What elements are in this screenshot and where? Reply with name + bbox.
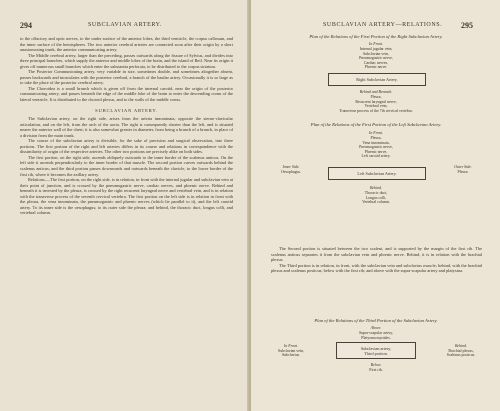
list-item: Supra-scapular artery,: [358, 331, 394, 335]
plan-side-inner: [266, 165, 316, 174]
artery-box: Right Subclavian Artery.: [328, 73, 426, 86]
list-item: Subclavius.: [281, 353, 301, 358]
plan-label: Inner Side.: [282, 165, 300, 169]
list-item: Brachial plexus,: [448, 348, 474, 353]
page-number: 295: [461, 21, 473, 30]
list-item: Pleura.: [457, 169, 469, 174]
list-item: Subclavian vein,: [363, 51, 389, 56]
list-item: Vena innominata,: [362, 140, 390, 145]
paragraph: The course of the subclavian artery is divisible, for the sake of precision and surgical observation, into three portions. The first portion of the right and left arteries differs in its course and relations in correspondence with the dissimilarity of origin of the respective arteries. The other two portions are precisely alike on both sides.: [20, 138, 233, 155]
plan-label: Outer Side.: [454, 165, 472, 169]
list-item: Oesophagus.: [281, 169, 301, 174]
right-page: [251, 0, 500, 411]
paragraph: to the olfactory and optic nerves, to the under surface of the anterior lobes, the third ventricle, the corpus callosum, and the inner surface of the hemispheres. The two anterior cerebral arteries are connected soon after their origin by a short anastomosing trunk, the anterior communicating artery.: [20, 36, 233, 53]
left-page: [0, 0, 249, 411]
section-title: SUBCLAVIAN ARTERY.: [95, 107, 158, 113]
plan-title: Plan of the Relations of the First Portion of the Right Subclavian Artery.: [309, 34, 443, 39]
paragraph: The Posterior Communicating artery, very variable in size, sometimes double, and sometimes altogether absent, passes backwards and inosculates with the posterior cerebral, a branch of the basilar artery. Occasionally it is so large as to take the place of the posterior cerebral artery.: [20, 69, 233, 86]
artery-box: [336, 342, 416, 359]
list-item: Vertebral column.: [362, 200, 390, 205]
plan-title: Plan of the Relations of the First Portion of the Left Subclavian Artery.: [310, 122, 442, 127]
paragraph: The Middle cerebral artery, larger than the preceding, passes outwards along the fissure of Sylvius, and divides into three principal branches, which supply the anterior and middle lobes of the brain, and the island of Reil. Near its origin it gives off numerous small branches which enter the substantia perforata, to be distributed to the corpus striatum.: [20, 52, 233, 69]
list-item: Phrenic nerve.: [364, 65, 388, 70]
plan-label: Behind.: [370, 186, 382, 190]
plan-list: [281, 95, 471, 113]
list-item: Pneumogastric nerve,: [359, 145, 393, 150]
paragraph: The first portion, on the right side, ascends obliquely outwards to the inner border of the scalenus anticus. On the left side it ascends perpendicularly to the inner border of that muscle. The second portion curves outwards behind the scalenus anticus; and the third portion passes downwards and outwards beneath the clavicle, to the lower border of the first rib, where it becomes the axillary artery.: [20, 154, 233, 177]
list-item: Pleura,: [370, 136, 382, 140]
paragraph: The Second portion is situated between the two scaleni, and is supported by the margin of the first rib. The scalenus anticus separates it from the subclavian vein and phrenic nerve. Behind, it is in relation with the brachial plexus.: [271, 246, 482, 263]
plan-list: [306, 331, 446, 340]
plan-list: [306, 191, 446, 205]
paragraph: Relations.—The first portion, on the right side, is in relation, in front with the internal jugular and subclavian vein at their point of junction, and is crossed by the pneumogastric nerve, cardiac nerves, and phrenic nerve. Behind and beneath it is invested by the pleura, is crossed by the right recurrent laryngeal nerve and vertebral vein, and is in relation with the transverse process of the seventh cervical vertebra. The first portion on the left side is in relation in front with the pleura, the vena innominata, the pneumogastric and phrenic nerves (which lie parallel to it), and the left carotid artery. To its inner side is the oesophagus; to its outer side the pleura; and behind, the thoracic duct, longus colli, and vertebral column.: [20, 177, 233, 216]
plan-label: In Front.: [369, 42, 383, 46]
list-item: Recurrent laryngeal nerve,: [355, 99, 397, 104]
paragraph: The Choroidea is a small branch which is given off from the internal carotid, near the origin of the posterior communicating artery, and passes beneath the edge of the middle lobe of the brain to enter the descending cornu of the lateral ventricle. It is distributed to the choroid plexus, and to the walls of the middle cornu.: [20, 85, 233, 103]
paragraph: The Subclavian artery, on the right side, arises from the arteria innominata, opposite the sterno-clavicular articulation, and on the left, from the arch of the aorta. The right is consequently shorter than the left, and is situated nearer the anterior wall of the chest; it is also somewhat greater in diameter, from being a branch of a branch, in place of a division from the main trunk.: [20, 116, 233, 138]
list-item: Phrenic nerve,: [364, 149, 388, 154]
list-item: Pneumogastric nerve,: [359, 56, 393, 61]
plan-side-behind: [431, 344, 491, 358]
page-number: 294: [20, 21, 32, 30]
list-item: Cardiac nerves,: [363, 60, 389, 65]
box-line: Subclavian artery,: [360, 346, 392, 351]
plan-list: [306, 47, 446, 70]
plan-label: In Front.: [284, 344, 298, 348]
plan-side-front: [261, 344, 321, 358]
plan-label: Above.: [370, 326, 382, 330]
running-head: SUBCLAVIAN ARTERY.: [88, 22, 162, 28]
plan-label: Below.: [370, 363, 382, 367]
plan-label: Behind and Beneath.: [359, 90, 393, 94]
running-head: SUBCLAVIAN ARTERY—RELATIONS.: [323, 22, 443, 28]
list-item: Scalenus posticus.: [446, 353, 476, 358]
plan-list: [306, 136, 446, 159]
list-item: Platysma myoides.: [361, 335, 391, 340]
plan-side-outer: [438, 165, 488, 174]
right-body-text: [271, 246, 482, 274]
list-item: Internal jugular vein,: [359, 47, 393, 51]
plan-title: Plan of the Relations of the Third Portion of the Subclavian Artery.: [314, 318, 438, 323]
list-item: Longus colli,: [365, 195, 387, 200]
list-item: First rib.: [369, 368, 383, 372]
artery-box: Left Subclavian Artery.: [328, 167, 426, 180]
list-item: Pleura,: [370, 95, 382, 99]
list-item: Vertebral vein,: [364, 104, 388, 109]
plan-label: In Front.: [369, 131, 383, 135]
list-item: Transverse process of the 7th cervical vertebra.: [339, 108, 413, 113]
list-item: Left carotid artery.: [361, 154, 391, 159]
paragraph: The Third portion is in relation, in front, with the subclavian vein and subclavius muscle; behind, with the brachial plexus and scalenus posticus; below with the first rib; and above with the supra-scapular artery and platysma.: [271, 262, 482, 274]
box-line: Third portion.: [364, 351, 388, 356]
plan-label: Behind.: [455, 344, 467, 348]
left-body-text: [20, 36, 233, 216]
list-item: Subclavian vein,: [278, 348, 304, 353]
list-item: Thoracic duct,: [364, 191, 388, 195]
